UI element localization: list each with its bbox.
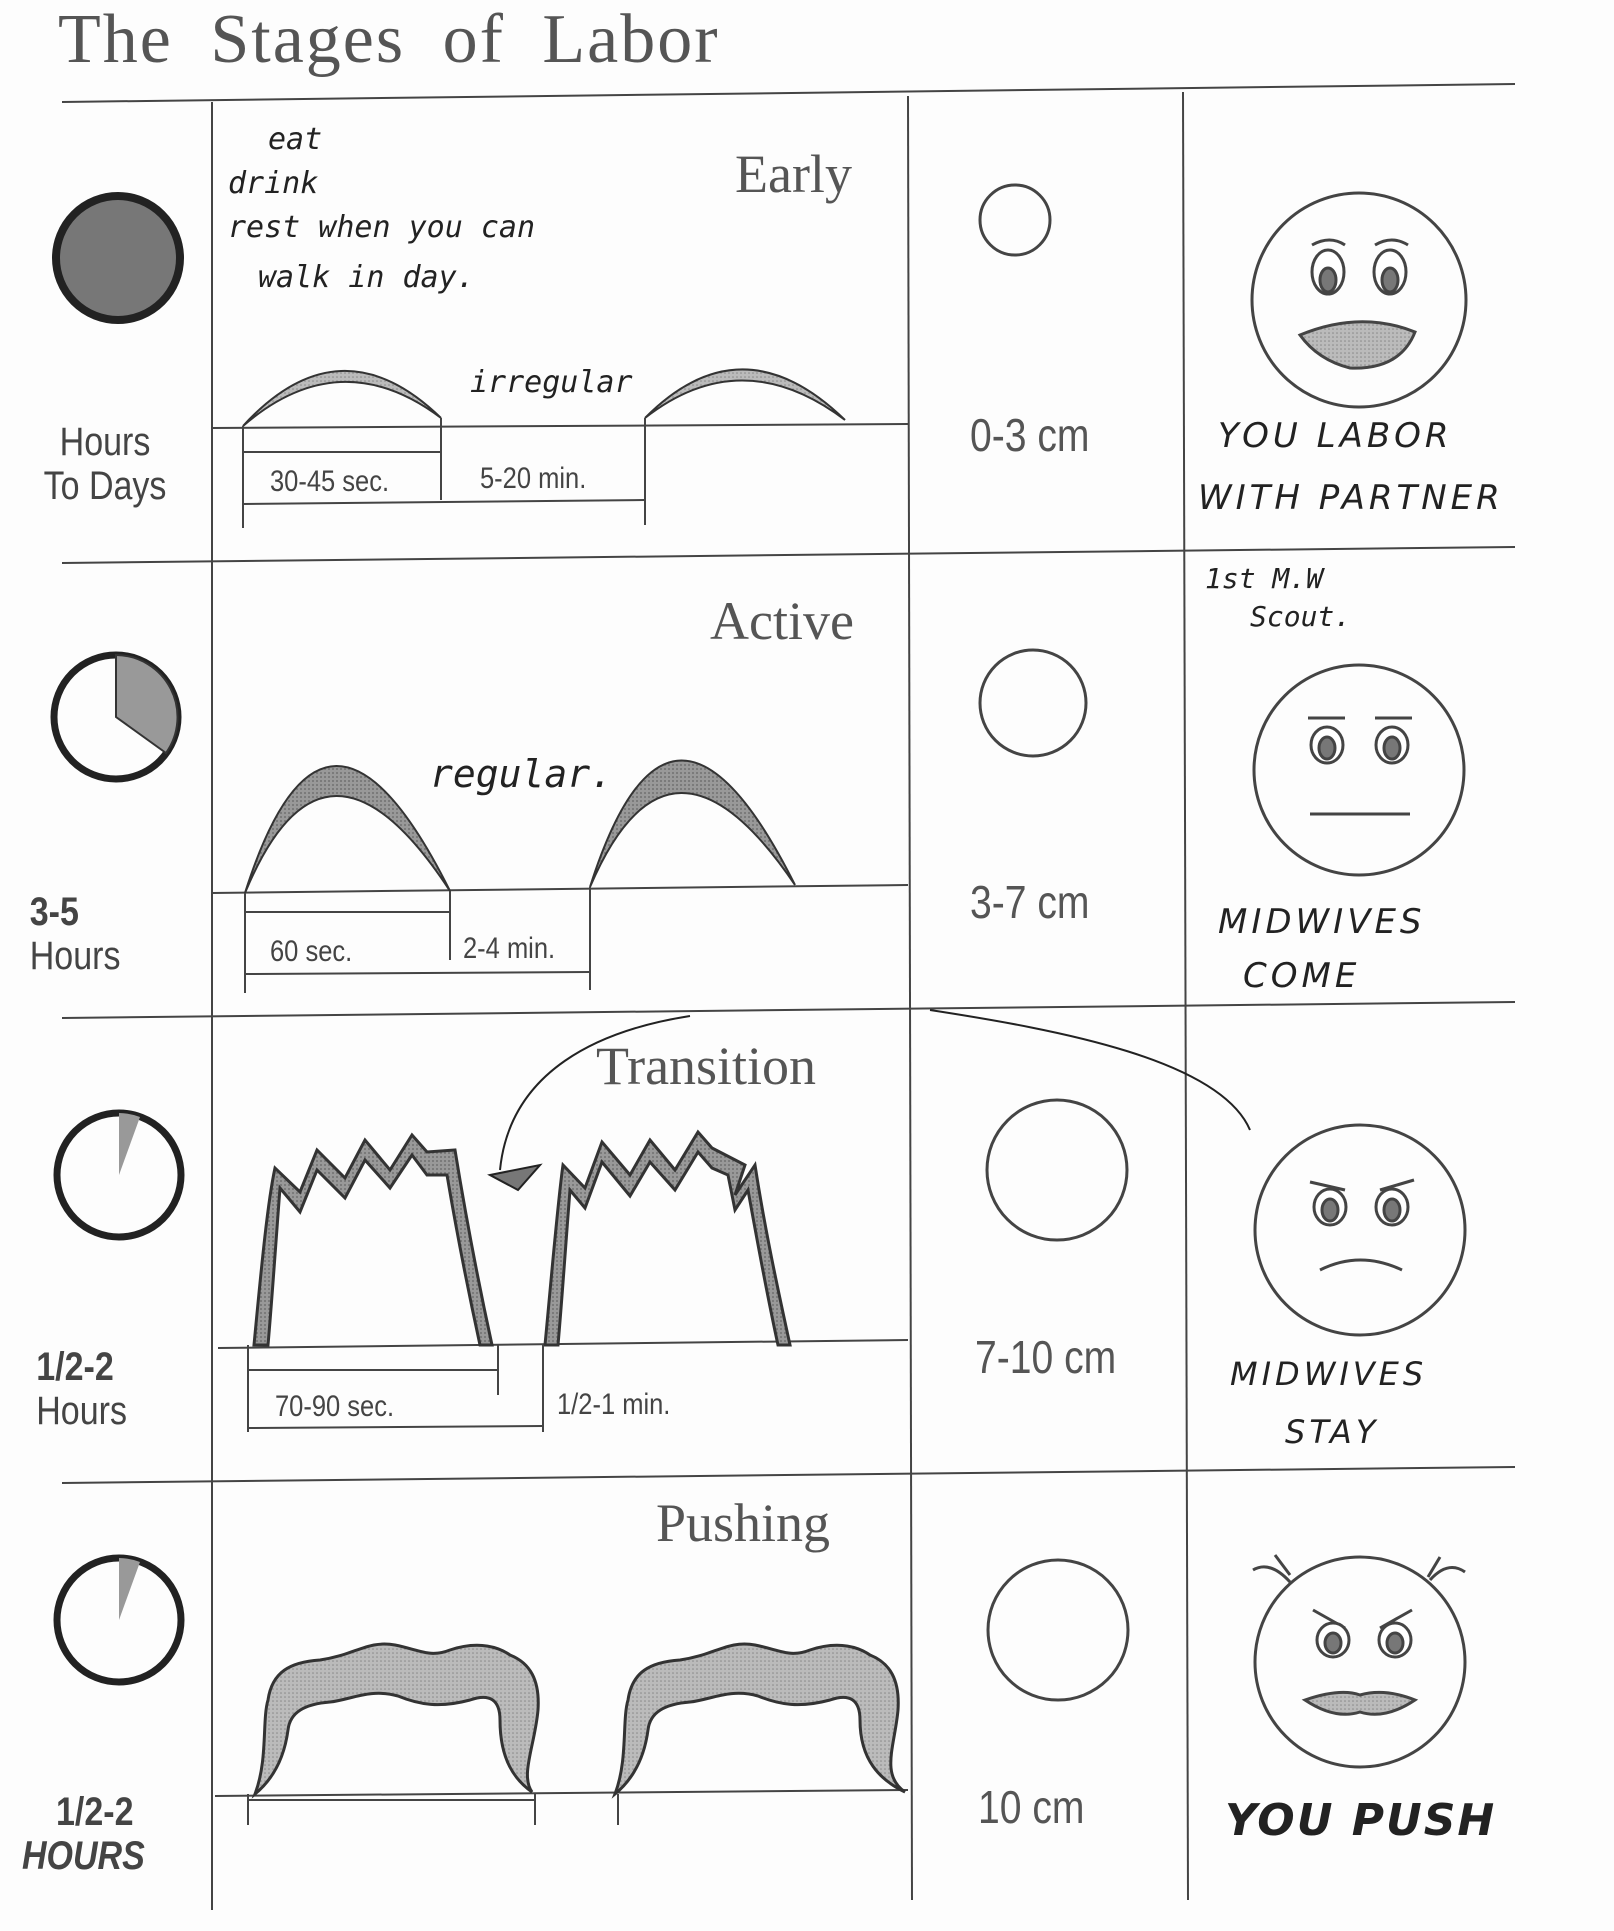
handwritten-notes-active bbox=[1205, 560, 1351, 636]
clock-early bbox=[56, 196, 180, 320]
duration-transition bbox=[36, 1345, 164, 1433]
stage-label-transition: Transition bbox=[596, 1036, 817, 1096]
dilation-circle-transition bbox=[987, 1100, 1127, 1240]
interval-active: 2-4 min. bbox=[463, 932, 556, 965]
duration-line: 1/2-2 bbox=[36, 1345, 114, 1389]
dilation-early: 0-3 cm bbox=[970, 409, 1090, 461]
note-line: 1st M.W bbox=[1205, 562, 1324, 595]
note-line: WITH PARTNER bbox=[1198, 478, 1504, 518]
note-line: Scout. bbox=[1250, 600, 1352, 633]
note-line: MIDWIVES bbox=[1218, 902, 1426, 942]
contraction-length-active: 60 sec. bbox=[270, 935, 353, 968]
note-line: drink bbox=[228, 166, 319, 201]
duration-line: Hours bbox=[29, 934, 121, 978]
dilation-circle-early bbox=[980, 185, 1050, 255]
interval-early: 5-20 min. bbox=[480, 462, 587, 495]
duration-line: HOURS bbox=[22, 1834, 145, 1878]
interval-transition: 1/2-1 min. bbox=[557, 1388, 671, 1421]
face-early bbox=[1252, 193, 1466, 407]
duration-active bbox=[30, 890, 141, 978]
duration-line: Hours bbox=[36, 1389, 127, 1433]
note-line: YOU LABOR bbox=[1218, 416, 1453, 456]
page-title: The Stages of Labor bbox=[58, 1, 720, 78]
partner-note-early bbox=[1198, 405, 1504, 529]
dilation-pushing: 10 cm bbox=[978, 1781, 1085, 1833]
note-line: rest when you can bbox=[228, 210, 536, 245]
dilation-active: 3-7 cm bbox=[970, 876, 1090, 928]
contraction-length-early: 30-45 sec. bbox=[270, 465, 390, 498]
note-line: YOU PUSH bbox=[1225, 1795, 1497, 1846]
clock-pushing bbox=[57, 1558, 181, 1682]
partner-note-pushing bbox=[1225, 1795, 1496, 1846]
partner-note-active bbox=[1218, 895, 1426, 1003]
handwritten-notes-early bbox=[228, 118, 535, 300]
duration-pushing bbox=[22, 1790, 158, 1878]
dilation-transition: 7-10 cm bbox=[975, 1331, 1117, 1383]
stage-label-early: Early bbox=[735, 144, 852, 204]
dilation-circle-pushing bbox=[988, 1560, 1128, 1700]
note-line: STAY bbox=[1285, 1413, 1380, 1451]
duration-line: To Days bbox=[43, 464, 167, 508]
stage-label-active: Active bbox=[710, 591, 854, 651]
duration-line: 3-5 bbox=[29, 890, 79, 934]
dilation-circle-active bbox=[980, 650, 1086, 756]
duration-line: Hours bbox=[59, 420, 151, 464]
clock-transition bbox=[57, 1113, 181, 1237]
note-irregular: irregular bbox=[470, 365, 633, 400]
note-line: walk in day. bbox=[258, 260, 475, 295]
duration-line: 1/2-2 bbox=[56, 1790, 134, 1834]
note-line: MIDWIVES bbox=[1230, 1355, 1428, 1393]
note-line: eat bbox=[268, 122, 323, 157]
note-line: COME bbox=[1243, 956, 1361, 996]
face-active bbox=[1254, 665, 1464, 875]
contraction-wave-pushing bbox=[215, 1644, 908, 1825]
face-transition bbox=[1255, 1125, 1465, 1335]
face-pushing bbox=[1253, 1555, 1465, 1767]
note-regular: regular. bbox=[430, 752, 614, 796]
stage-label-pushing: Pushing bbox=[656, 1493, 831, 1553]
duration-early bbox=[37, 420, 173, 508]
partner-note-transition bbox=[1230, 1345, 1427, 1461]
contraction-length-transition: 70-90 sec. bbox=[275, 1390, 395, 1423]
clock-active bbox=[54, 655, 178, 779]
